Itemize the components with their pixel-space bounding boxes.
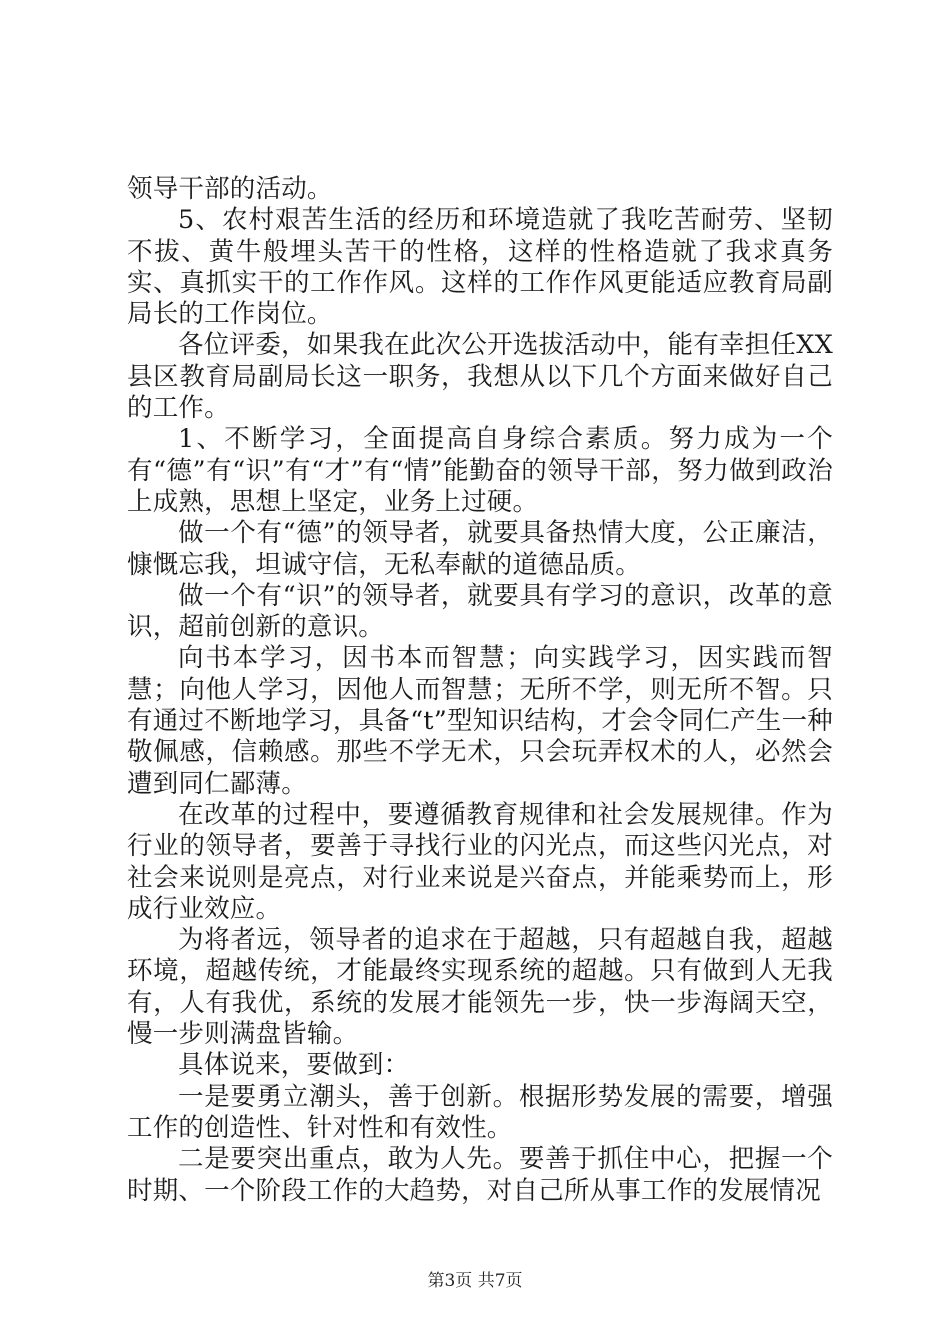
paragraph: 具体说来，要做到： xyxy=(178,1050,410,1081)
paragraph: 向书本学习，因书本而智慧；向实践学习，因实践而智慧；向他人学习，因他人而智慧；无所不学，则无所不智。只有通过不断地学习，具备“t”型知识结构，才会令同仁产生一种敬佩感，信赖感。那些不学无术，只会玩弄权术的人，必然会遭到同仁鄙薄。 xyxy=(127,643,833,799)
paragraph: 一是要勇立潮头，善于创新。根据形势发展的需要，增强工作的创造性、针对性和有效性。 xyxy=(127,1081,833,1143)
paragraph: 做一个有“识”的领导者，就要具有学习的意识，改革的意识，超前创新的意识。 xyxy=(127,580,833,643)
paragraph: 在改革的过程中，要遵循教育规律和社会发展规律。作为行业的领导者，要善于寻找行业的闪光点，而这些闪光点，对社会来说则是亮点，对行业来说是兴奋点，并能乘势而上，形成行业效应。 xyxy=(127,799,833,924)
paragraph: 为将者远，领导者的追求在于超越，只有超越自我，超越环境，超越传统，才能最终实现系统的超越。只有做到人无我有，人有我优，系统的发展才能领先一步，快一步海阔天空，慢一步则满盘皆输。 xyxy=(127,925,833,1050)
page-footer xyxy=(0,1271,950,1291)
paragraph: 二是要突出重点，敢为人先。要善于抓住中心，把握一个时期、一个阶段工作的大趋势，对自己所从事工作的发展情况 xyxy=(127,1144,833,1206)
paragraph: 5、农村艰苦生活的经历和环境造就了我吃苦耐劳、坚韧不拔、黄牛般埋头苦干的性格，这样的性格造就了我求真务实、真抓实干的工作作风。这样的工作作风更能适应教育局副局长的工作岗位。 xyxy=(127,205,833,330)
paragraph: 做一个有“德”的领导者，就要具备热情大度，公正廉洁，慷慨忘我，坦诚守信，无私奉献的道德品质。 xyxy=(127,518,833,580)
document-body xyxy=(127,174,833,1207)
paragraph: 各位评委，如果我在此次公开选拔活动中，能有幸担任XX县区教育局副局长这一职务，我想从以下几个方面来做好自己的工作。 xyxy=(127,330,833,424)
page-number: 第3页 xyxy=(427,1271,473,1291)
page-total: 共7页 xyxy=(477,1271,523,1291)
paragraph: 领导干部的活动。 xyxy=(127,174,333,204)
paragraph: 1、不断学习，全面提高自身综合素质。努力成为一个有“德”有“识”有“才”有“情”能勤奋的领导干部，努力做到政治上成熟，思想上坚定，业务上过硬。 xyxy=(127,424,833,517)
